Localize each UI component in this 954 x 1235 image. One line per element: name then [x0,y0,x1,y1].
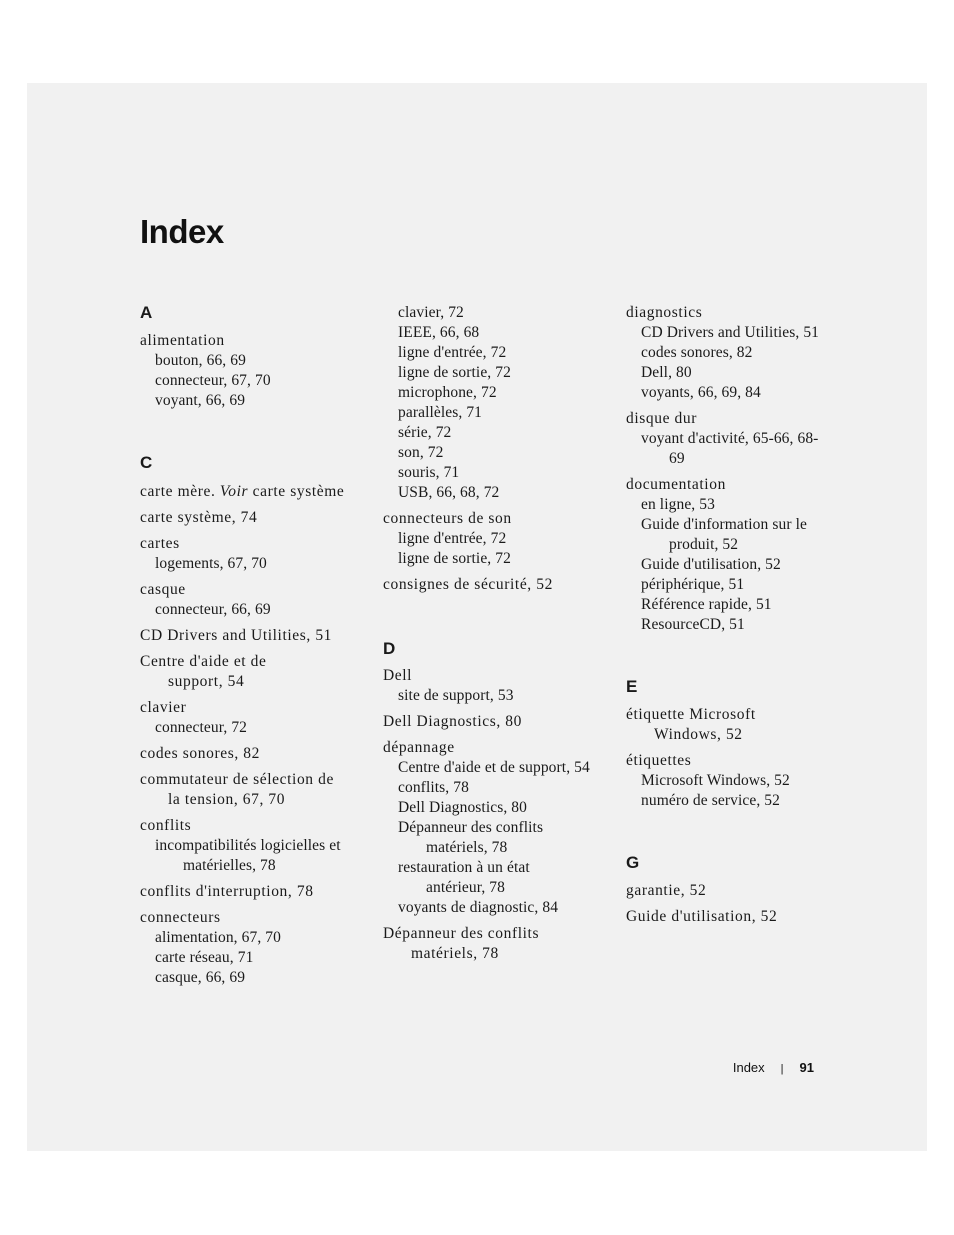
index-entry-continued: Windows, 52 [654,726,743,743]
index-subentry: restauration à un état [398,859,530,876]
index-entry: conflits d'interruption, 78 [140,883,314,900]
section-letter-d: D [383,639,396,658]
index-entry: Guide d'utilisation, 52 [626,908,778,925]
section-letter-g: G [626,853,640,872]
index-page [27,83,927,1151]
index-subentry: numéro de service, 52 [641,792,780,809]
index-subentry: ligne d'entrée, 72 [398,344,507,361]
index-entry: étiquettes [626,752,692,769]
index-column-1 [140,303,376,988]
index-subentry: Guide d'utilisation, 52 [641,556,781,573]
index-subentry: Centre d'aide et de support, 54 [398,759,590,776]
index-subentry: casque, 66, 69 [155,969,246,986]
index-subentry: Dell, 80 [641,364,692,381]
page-title: Index [140,213,224,250]
index-subentry: incompatibilités logicielles et [155,837,341,854]
index-subentry: Microsoft Windows, 52 [641,772,790,789]
index-subentry-continued: matérielles, 78 [183,857,276,874]
index-entry: consignes de sécurité, 52 [383,576,553,593]
index-subentry: microphone, 72 [398,384,497,401]
index-column-3 [626,303,862,927]
index-subentry: voyant, 66, 69 [155,392,246,409]
index-subentry: connecteur, 72 [155,719,248,736]
section-letter-a: A [140,303,153,322]
index-entry: commutateur de sélection de [140,771,334,788]
index-entry: diagnostics [626,304,703,321]
index-subentry: ligne d'entrée, 72 [398,530,507,547]
index-entry: connecteurs [140,909,221,926]
index-entry: Dell Diagnostics, 80 [383,713,522,730]
index-entry: étiquette Microsoft [626,706,756,723]
index-subentry-continued: matériels, 78 [426,839,508,856]
index-entry: alimentation [140,332,225,349]
index-entry: codes sonores, 82 [140,745,260,762]
index-entry: carte système, 74 [140,509,258,526]
index-entry: connecteurs de son [383,510,512,527]
footer-section-label: Index [732,1060,765,1075]
index-subentry: souris, 71 [398,464,460,481]
index-subentry: IEEE, 66, 68 [398,324,480,341]
index-subentry-continued: antérieur, 78 [426,879,506,896]
index-subentry-continued: 69 [669,450,685,467]
index-entry: conflits [140,817,192,834]
index-subentry: son, 72 [398,444,444,461]
footer-separator: | [780,1063,784,1075]
index-entry: clavier [140,699,187,716]
section-letter-e: E [626,677,638,696]
index-entry: dépannage [383,739,455,756]
index-subentry: ligne de sortie, 72 [398,364,511,381]
index-subentry: alimentation, 67, 70 [155,929,281,946]
index-entry-continued: la tension, 67, 70 [168,791,286,808]
index-subentry: périphérique, 51 [641,576,745,593]
index-entry: garantie, 52 [626,882,707,899]
index-subentry: voyant d'activité, 65-66, 68- [641,430,819,447]
index-subentry: conflits, 78 [398,779,469,796]
index-entry-continued: support, 54 [168,673,245,690]
index-subentry: codes sonores, 82 [641,344,753,361]
index-subentry: voyants de diagnostic, 84 [398,899,559,916]
page-number: 91 [799,1060,814,1075]
index-entry: carte mère. Voir carte système [140,483,345,500]
index-subentry: Guide d'information sur le [641,516,807,533]
index-entry: disque dur [626,410,698,427]
index-subentry: carte réseau, 71 [155,949,254,966]
index-subentry: clavier, 72 [398,304,464,321]
index-subentry: connecteur, 66, 69 [155,601,271,618]
index-column-2 [383,303,619,964]
index-entry: CD Drivers and Utilities, 51 [140,627,333,644]
index-subentry: logements, 67, 70 [155,555,267,572]
index-entry-continued: matériels, 78 [411,945,499,962]
page-footer [733,1060,814,1075]
index-subentry: parallèles, 71 [398,404,483,421]
index-subentry: site de support, 53 [398,687,514,704]
index-subentry: USB, 66, 68, 72 [398,484,500,501]
index-entry: Dell [383,667,413,684]
index-entry: Dépanneur des conflits [383,925,540,942]
index-subentry: ResourceCD, 51 [641,616,745,633]
index-subentry: ligne de sortie, 72 [398,550,511,567]
index-entry: casque [140,581,186,598]
index-subentry: CD Drivers and Utilities, 51 [641,324,820,341]
index-subentry: voyants, 66, 69, 84 [641,384,761,401]
section-letter-c: C [140,453,153,472]
index-subentry: Dell Diagnostics, 80 [398,799,527,816]
index-subentry: Référence rapide, 51 [641,596,772,613]
index-subentry-continued: produit, 52 [669,536,739,553]
index-subentry: bouton, 66, 69 [155,352,246,369]
index-subentry: en ligne, 53 [641,496,715,513]
index-entry: cartes [140,535,180,552]
index-entry: documentation [626,476,726,493]
index-subentry: connecteur, 67, 70 [155,372,271,389]
index-subentry: Dépanneur des conflits [398,819,544,836]
index-entry: Centre d'aide et de [140,653,267,670]
index-subentry: série, 72 [398,424,452,441]
